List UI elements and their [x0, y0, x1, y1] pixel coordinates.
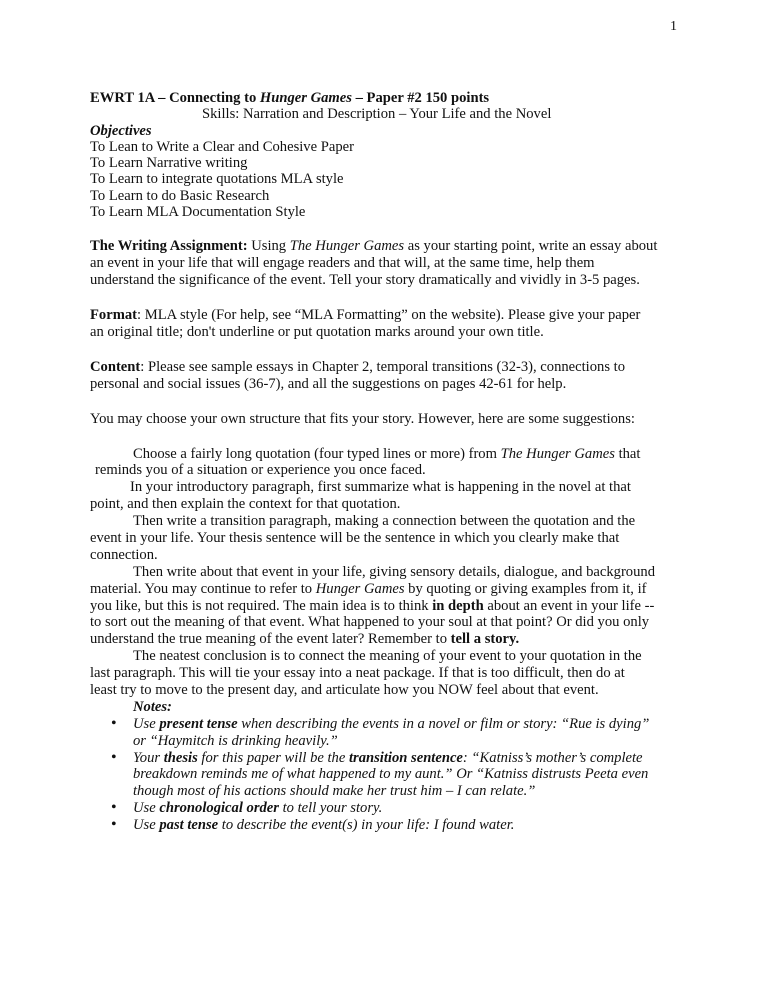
text-run: you like, but this is not required. The main idea is to think — [90, 597, 433, 614]
blank-line — [90, 341, 690, 359]
text-run: Format — [90, 307, 138, 324]
text-line — [90, 479, 690, 496]
text-run: Your — [133, 749, 164, 766]
text-run: though most of his actions should make her trust him – I can relate.” — [133, 783, 536, 800]
text-run: Content — [90, 358, 141, 375]
text-run: The Hunger Games — [500, 445, 615, 462]
text-run: Use — [133, 715, 160, 732]
text-line — [90, 547, 690, 564]
text-run: thesis — [163, 749, 198, 766]
text-run: The Hunger Games — [289, 238, 405, 255]
bullet-item-line — [90, 750, 690, 767]
text-line — [90, 411, 690, 428]
text-run: : Please see sample essays in Chapter 2, temporal transitions (32-3), connections to — [140, 358, 626, 375]
text-run: for this paper will be the — [197, 749, 349, 766]
text-run: Hunger Games — [259, 90, 352, 106]
text-run: event in your life. Your thesis sentence will be the sentence in which you clearly make that — [90, 529, 620, 546]
text-line — [90, 648, 690, 665]
text-run: In your introductory paragraph, first summarize what is happening in the novel at that — [130, 479, 631, 496]
blank-line — [90, 289, 690, 307]
text-line — [90, 513, 690, 530]
text-run: The Writing Assignment: — [90, 238, 248, 255]
text-line — [90, 682, 690, 699]
text-run: chronological order — [159, 800, 279, 817]
text-line — [90, 783, 690, 800]
text-run: Choose a fairly long quotation (four typed lines or more) from — [133, 445, 501, 462]
text-line — [90, 188, 690, 204]
text-run: least try to move to the present day, and articulate how you NOW feel about that event. — [90, 681, 599, 698]
text-run: past tense — [159, 817, 219, 834]
text-run: about an event in your life -- — [483, 597, 655, 614]
bullet-item-line — [90, 716, 690, 733]
text-run: last paragraph. This will tie your essay into a neat package. If that is too difficult, then do at — [90, 665, 625, 682]
text-run: by quoting or giving examples from it, if — [404, 580, 647, 597]
text-run: an event in your life that will engage readers and that will, at the same time, help them — [90, 255, 595, 272]
text-run: an original title; don't underline or put quotation marks around your own title. — [90, 323, 544, 340]
text-line — [90, 123, 690, 139]
text-run: as your starting point, write an essay about — [404, 238, 658, 255]
text-run: To Learn to do Basic Research — [90, 187, 270, 204]
text-line — [90, 665, 690, 682]
text-run: To Learn MLA Documentation Style — [90, 204, 306, 221]
text-run: when describing the events in a novel or film or story: “Rue is dying” — [237, 715, 650, 732]
text-line — [90, 255, 690, 272]
text-run: tell a story. — [450, 631, 520, 648]
text-run: reminds you of a situation or experience you once faced. — [95, 462, 426, 479]
text-run: To Learn Narrative writing — [90, 155, 248, 172]
text-run: or “Haymitch is drinking heavily.” — [133, 732, 338, 749]
text-line — [90, 766, 690, 783]
text-run: material. You may continue to refer to — [90, 580, 316, 597]
text-line — [90, 359, 690, 376]
text-line — [90, 564, 690, 581]
text-run: : “Katniss’s mother’s complete — [462, 749, 643, 766]
text-line — [90, 631, 690, 648]
text-line — [90, 171, 690, 187]
blank-line — [90, 220, 690, 238]
text-line — [90, 376, 690, 393]
text-run: Hunger Games — [315, 580, 405, 597]
text-line — [90, 733, 690, 750]
page-number: 1 — [670, 19, 677, 34]
text-run: You may choose your own structure that fits your story. However, here are some suggestions: — [90, 410, 635, 427]
text-line — [90, 581, 690, 598]
text-run: understand the true meaning of the event later? Remember to — [90, 631, 451, 648]
text-run: personal and social issues (36-7), and all the suggestions on pages 42-61 for help. — [90, 375, 567, 392]
text-run: that — [614, 445, 641, 462]
text-run: : MLA style (For help, see “MLA Formatting” on the website). Please give your paper — [137, 307, 641, 324]
text-line — [90, 530, 690, 547]
text-line — [90, 155, 690, 171]
text-line — [90, 598, 690, 615]
text-run: breakdown reminds me of what happened to my aunt.” Or “Katniss distrusts Peeta even — [133, 766, 649, 783]
text-line — [90, 272, 690, 289]
text-run: To Learn to integrate quotations MLA style — [90, 171, 344, 188]
text-run: EWRT 1A – Connecting to — [90, 90, 260, 106]
text-line — [90, 238, 690, 255]
text-run: To Lean to Write a Clear and Cohesive Paper — [90, 138, 354, 155]
text-line — [90, 462, 690, 479]
text-run: transition sentence — [348, 749, 463, 766]
bullet-item-line — [90, 817, 690, 834]
text-run: to describe the event(s) in your life: I found water. — [218, 817, 515, 834]
text-run: understand the significance of the event. Tell your story dramatically and vividly in 3-5 pages. — [90, 272, 640, 289]
text-run: The neatest conclusion is to connect the meaning of your event to your quotation in the — [133, 648, 642, 665]
text-run: point, and then explain the context for that quotation. — [90, 496, 401, 513]
text-line — [90, 307, 690, 324]
text-run: present tense — [159, 715, 238, 732]
text-run: Use — [133, 800, 160, 817]
document-body — [90, 90, 690, 834]
text-run: to tell your story. — [278, 800, 383, 817]
text-run: in depth — [432, 597, 484, 614]
text-run: Then write about that event in your life, giving sensory details, dialogue, and background — [133, 563, 655, 580]
text-line — [90, 614, 690, 631]
text-run: Objectives — [90, 122, 152, 139]
text-line — [90, 90, 690, 106]
text-line — [90, 496, 690, 513]
text-line — [90, 204, 690, 220]
text-line — [90, 446, 690, 463]
text-line — [90, 699, 690, 716]
bullet-item-line — [90, 800, 690, 817]
text-run: – Paper #2 150 points — [351, 90, 490, 106]
text-run: Skills: Narration and Description – Your Life and the Novel — [202, 106, 552, 123]
blank-line — [90, 428, 690, 446]
text-run: Use — [133, 817, 160, 834]
text-run: connection. — [90, 546, 158, 563]
text-run: Using — [247, 238, 290, 255]
text-line — [90, 106, 690, 122]
text-run: Notes: — [133, 698, 172, 715]
text-line — [90, 139, 690, 155]
text-run: Then write a transition paragraph, making a connection between the quotation and the — [133, 513, 636, 530]
text-run: to sort out the meaning of that event. What happened to your soul at that point? Or did you only — [90, 614, 650, 631]
blank-line — [90, 393, 690, 411]
text-line — [90, 324, 690, 341]
